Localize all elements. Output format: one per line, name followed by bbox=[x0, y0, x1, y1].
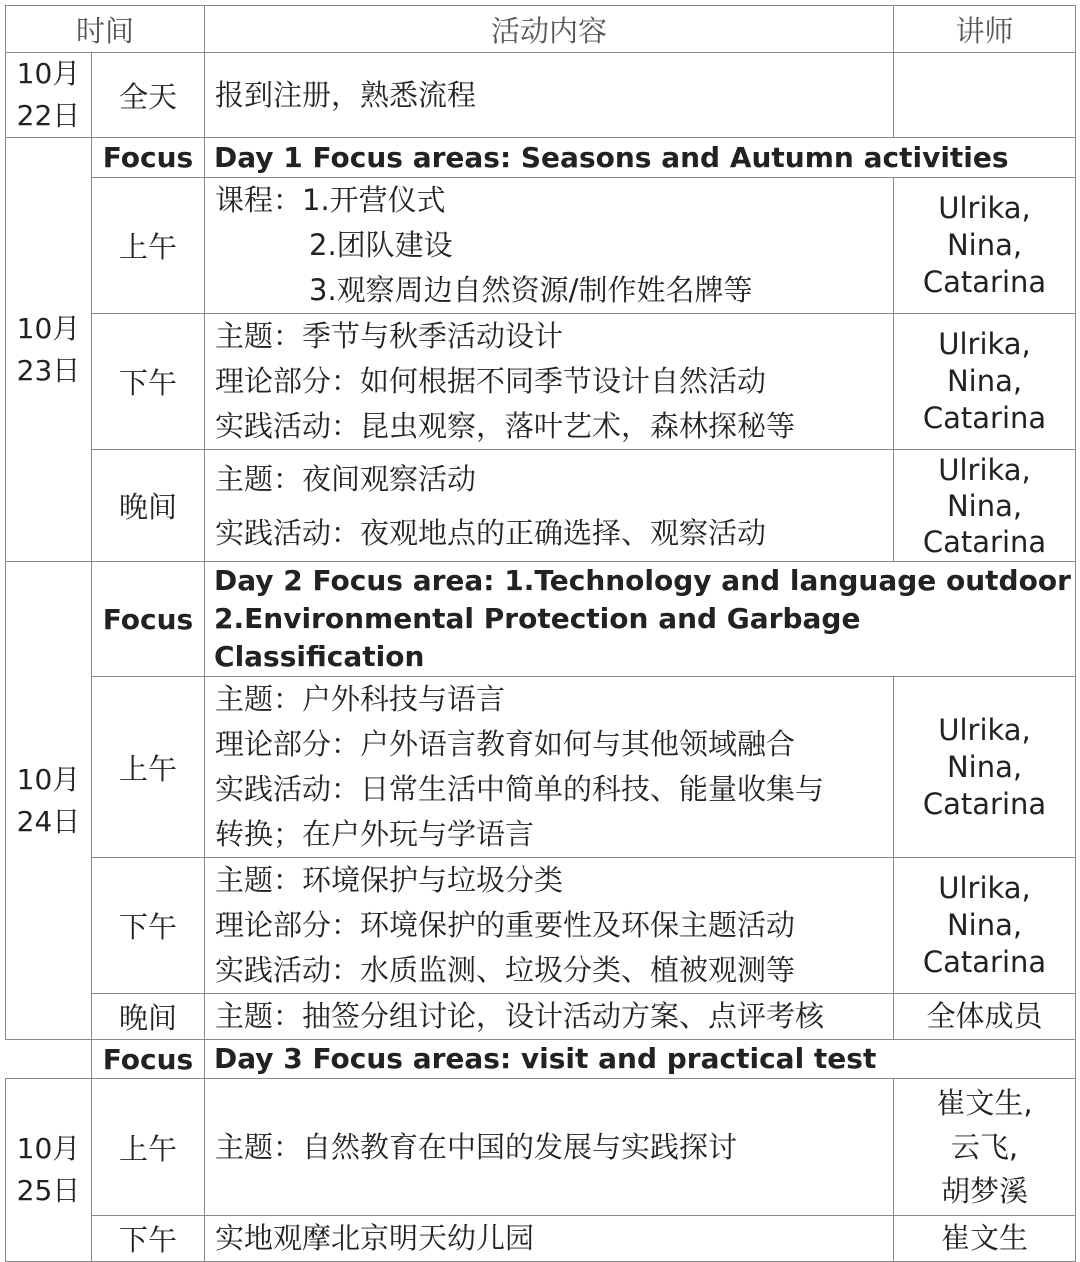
day2-pm-row bbox=[6, 858, 1076, 994]
content-line: 主题：季节与秋季活动设计 bbox=[215, 319, 564, 353]
day3-am-row bbox=[6, 1079, 1076, 1216]
day2-pm-period: 下午 bbox=[92, 858, 205, 994]
day1-am-instructors bbox=[894, 178, 1076, 314]
day1-eve-instructors bbox=[894, 450, 1076, 562]
header-row bbox=[6, 6, 1076, 53]
date-month: 10月 bbox=[16, 762, 81, 796]
instructor-name: Ulrika, bbox=[938, 452, 1031, 487]
day3-focus-date-blank bbox=[6, 1040, 92, 1079]
day2-eve-period: 晚间 bbox=[92, 994, 205, 1040]
day1-am-period: 上午 bbox=[92, 178, 205, 314]
content-line: 实践活动：夜观地点的正确选择、观察活动 bbox=[215, 515, 767, 550]
date-day: 25日 bbox=[16, 1174, 81, 1207]
day1-pm-instructors bbox=[894, 314, 1076, 450]
content-line: 3.观察周边自然资源/制作姓名牌等 bbox=[309, 273, 753, 307]
content-line: 转换；在户外玩与学语言 bbox=[215, 817, 535, 851]
day2-focus-label: Focus bbox=[92, 562, 205, 677]
date-month: 10月 bbox=[16, 1132, 81, 1165]
header-time: 时间 bbox=[6, 6, 205, 53]
day1-pm-row bbox=[6, 314, 1076, 450]
header-content: 活动内容 bbox=[205, 6, 894, 53]
instructor-name: Ulrika, bbox=[938, 191, 1031, 225]
day2-eve-content bbox=[205, 994, 894, 1040]
day3-pm-instructor: 崔文生 bbox=[894, 1216, 1076, 1262]
day0-instructor bbox=[894, 53, 1076, 138]
instructor-name: Catarina bbox=[922, 945, 1047, 979]
instructor-name: Nina, bbox=[946, 228, 1023, 262]
schedule-table bbox=[5, 5, 1076, 1262]
day2-eve-instructor: 全体成员 bbox=[894, 994, 1076, 1040]
day1-focus-label: Focus bbox=[92, 138, 205, 178]
day1-date bbox=[6, 138, 92, 562]
instructor-name: Catarina bbox=[922, 401, 1047, 435]
instructor-name: Nina, bbox=[946, 364, 1023, 398]
content-line: 实践活动：水质监测、垃圾分类、植被观测等 bbox=[215, 953, 796, 987]
day3-pm-period: 下午 bbox=[92, 1216, 205, 1262]
day2-pm-content bbox=[205, 858, 894, 994]
day1-eve-period: 晚间 bbox=[92, 450, 205, 562]
day2-focus-row bbox=[6, 562, 1076, 677]
day1-focus-row bbox=[6, 138, 1076, 178]
instructor-name: Nina, bbox=[946, 749, 1023, 784]
content-line: 实践活动：昆虫观察，落叶艺术，森林探秘等 bbox=[215, 409, 796, 443]
day1-pm-content bbox=[205, 314, 894, 450]
content-line: 实地观摩北京明天幼儿园 bbox=[215, 1221, 535, 1255]
instructor-name: 崔文生, bbox=[936, 1086, 1033, 1120]
date-day: 23日 bbox=[16, 353, 81, 387]
day2-am-instructors bbox=[894, 677, 1076, 858]
day3-am-content bbox=[205, 1079, 894, 1216]
day3-date bbox=[6, 1079, 92, 1262]
date-day: 22日 bbox=[16, 99, 81, 132]
content-line: 主题：抽签分组讨论，设计活动方案、点评考核 bbox=[215, 999, 825, 1033]
day3-am-instructors bbox=[894, 1079, 1076, 1216]
header-instructor: 讲师 bbox=[894, 6, 1076, 53]
instructor-name: Ulrika, bbox=[938, 327, 1031, 361]
content-line: 报到注册，熟悉流程 bbox=[215, 77, 477, 112]
day2-am-period: 上午 bbox=[92, 677, 205, 858]
day1-eve-row bbox=[6, 450, 1076, 562]
day1-pm-period: 下午 bbox=[92, 314, 205, 450]
content-line: 理论部分：环境保护的重要性及环保主题活动 bbox=[215, 908, 796, 942]
day3-focus-text: Day 3 Focus areas: visit and practical test bbox=[205, 1040, 1076, 1079]
instructor-name: Nina, bbox=[946, 908, 1023, 942]
content-line: 主题：环境保护与垃圾分类 bbox=[215, 863, 564, 897]
day0-period: 全天 bbox=[92, 53, 205, 138]
content-line: 主题：自然教育在中国的发展与实践探讨 bbox=[215, 1129, 738, 1164]
day3-am-period: 上午 bbox=[92, 1079, 205, 1216]
content-line: 课程：1.开营仪式 bbox=[215, 183, 446, 217]
instructor-name: Catarina bbox=[922, 265, 1047, 299]
content-line: 主题：户外科技与语言 bbox=[215, 682, 506, 716]
day2-focus-text bbox=[205, 562, 1076, 677]
instructor-name: Ulrika, bbox=[938, 871, 1031, 905]
day0-content bbox=[205, 53, 894, 138]
day0-date bbox=[6, 53, 92, 138]
day1-focus-text: Day 1 Focus areas: Seasons and Autumn activities bbox=[205, 138, 1076, 178]
day2-pm-instructors bbox=[894, 858, 1076, 994]
instructor-name: Ulrika, bbox=[938, 712, 1031, 747]
instructor-name: 胡梦溪 bbox=[941, 1174, 1029, 1208]
day2-am-content bbox=[205, 677, 894, 858]
day1-am-row bbox=[6, 178, 1076, 314]
instructor-name: Catarina bbox=[922, 786, 1047, 821]
focus-line: 2.Environmental Protection and Garbage Classification bbox=[214, 602, 861, 673]
content-line: 2.团队建设 bbox=[309, 228, 453, 262]
day3-focus-label: Focus bbox=[92, 1040, 205, 1079]
content-line: 理论部分：户外语言教育如何与其他领域融合 bbox=[215, 727, 796, 761]
day0-row bbox=[6, 53, 1076, 138]
day2-date bbox=[6, 562, 92, 1040]
instructor-name: 云飞, bbox=[950, 1130, 1019, 1164]
content-line: 实践活动：日常生活中简单的科技、能量收集与 bbox=[215, 772, 825, 806]
day2-eve-row bbox=[6, 994, 1076, 1040]
content-line: 主题：夜间观察活动 bbox=[215, 461, 477, 496]
date-day: 24日 bbox=[16, 804, 81, 838]
day1-am-content bbox=[205, 178, 894, 314]
day2-am-row bbox=[6, 677, 1076, 858]
focus-line: Day 2 Focus area: 1.Technology and language outdoor bbox=[214, 564, 1071, 597]
day3-pm-content bbox=[205, 1216, 894, 1262]
date-month: 10月 bbox=[16, 57, 81, 90]
date-month: 10月 bbox=[16, 311, 81, 345]
instructor-name: Catarina bbox=[922, 524, 1047, 559]
day3-focus-row bbox=[6, 1040, 1076, 1079]
day1-eve-content bbox=[205, 450, 894, 562]
instructor-name: Nina, bbox=[946, 488, 1023, 523]
content-line: 理论部分：如何根据不同季节设计自然活动 bbox=[215, 364, 767, 398]
day3-pm-row bbox=[6, 1216, 1076, 1262]
